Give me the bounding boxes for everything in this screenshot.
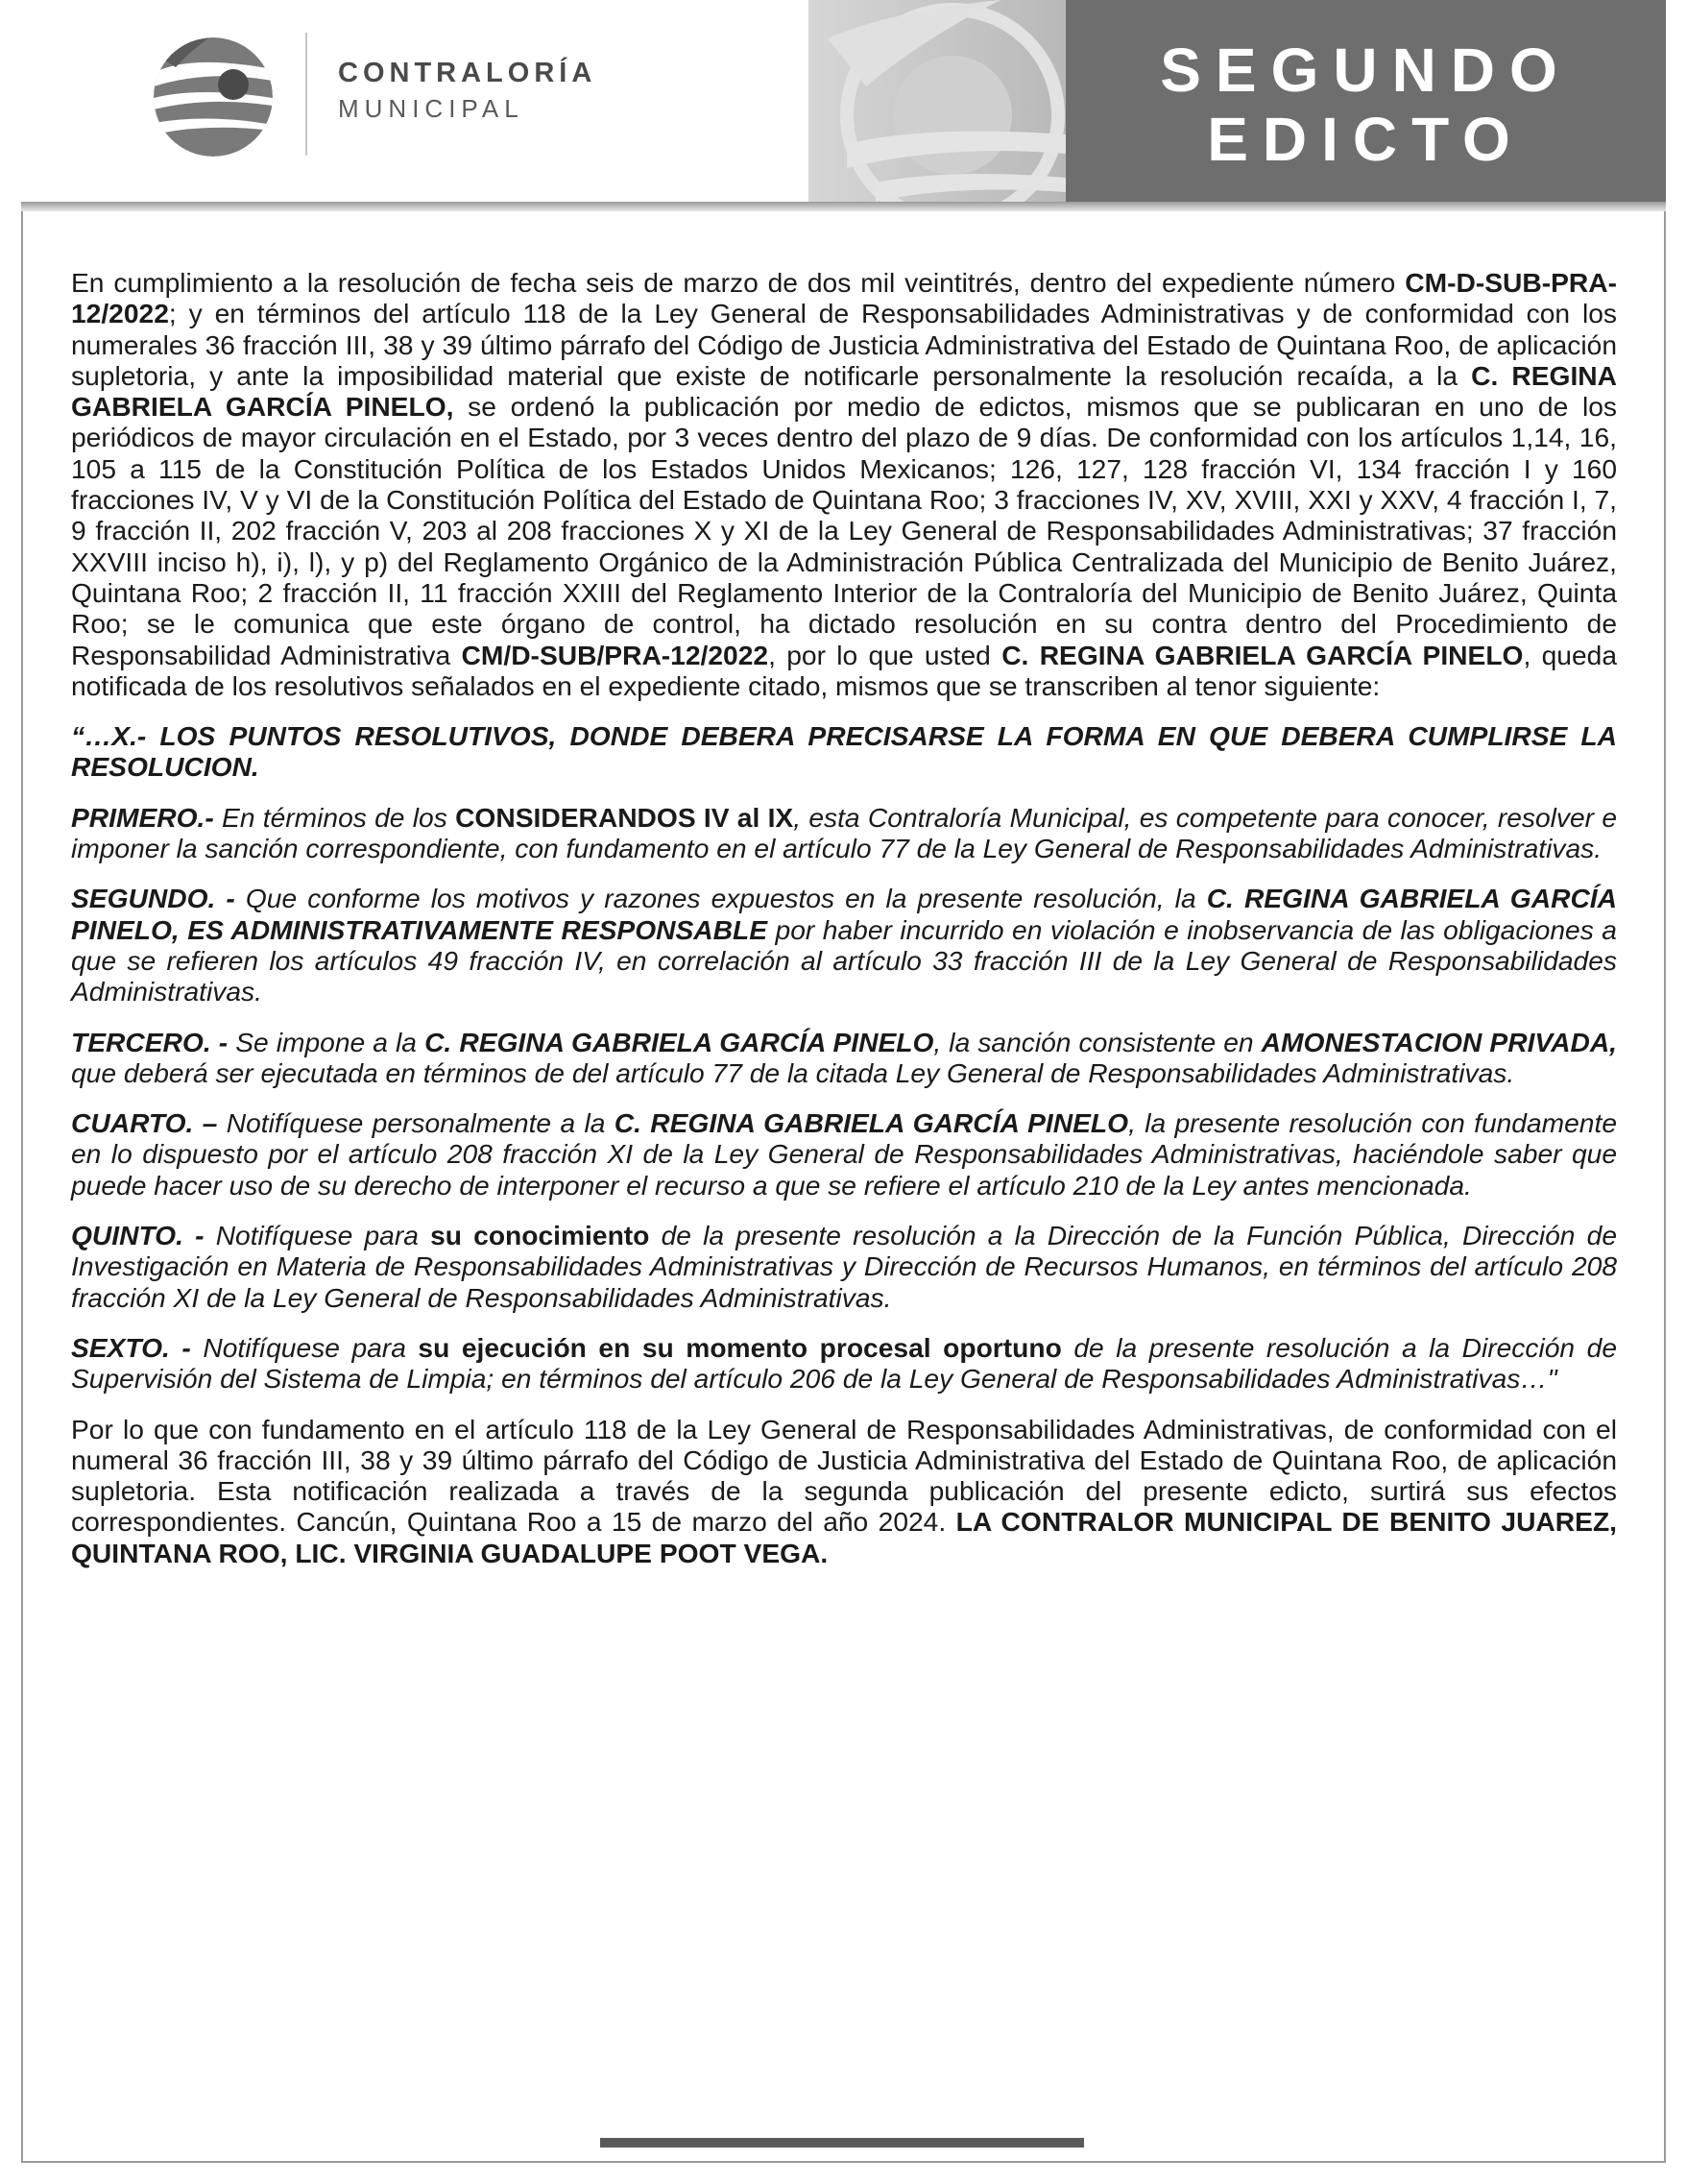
logo-divider (305, 33, 307, 156)
tercero-bold-1: C. REGINA GABRIELA GARCÍA PINELO (424, 1026, 934, 1057)
signature-line: LA CONTRALOR MUNICIPAL DE BENITO JUAREZ, QUINTANA ROO, LIC. VIRGINIA GUADALUPE POOT VEGA. (71, 1506, 1617, 1568)
cuarto-text-1: Notifíquese personalmente a la (217, 1107, 615, 1139)
primero-label: PRIMERO.- (71, 801, 214, 833)
sexto-bold: su ejecución en su momento procesal oportuno (418, 1331, 1062, 1363)
resolution-cuarto (71, 1107, 1617, 1201)
tercero-text-2: , la sanción consistente en (933, 1026, 1262, 1057)
segundo-bold: C. REGINA GABRIELA GARCÍA PINELO, ES ADMINISTRATIVAMENTE RESPONSABLE (71, 883, 1617, 945)
cuarto-text-2: , la presente resolución con fundamente en lo dispuesto por el artículo 208 fracción XI de la Ley General de Responsabilidades Administrativas, haciéndole saber que puede hacer uso de su derecho de interponer el recurso a que se refiere el artículo 210 de la Ley antes mencionada. (71, 1107, 1617, 1201)
org-name-line2: MUNICIPAL (338, 94, 524, 123)
tercero-text-3: que deberá ser ejecutada en términos de del artículo 77 de la citada Ley General de Responsabilidades Administrativas. (71, 1056, 1515, 1088)
intro-paragraph (71, 267, 1617, 701)
segundo-text-2: por haber incurrido en violación e inobservancia de las obligaciones a que se refieren los artículos 49 fracción IV, en correlación al artículo 33 fracción III de la Ley General de Responsabilidades Administrativas. (71, 913, 1617, 1007)
primero-text-2: , esta Contraloría Municipal, es competente para conocer, resolver e imponer la sanción correspondiente, con fundamento en el artículo 77 de la Ley General de Responsabilidades Administrativas. (71, 801, 1618, 864)
header (21, 0, 1666, 202)
segundo-label: SEGUNDO. - (71, 883, 235, 914)
primero-text-1: En términos de los (213, 801, 456, 833)
closing-paragraph (71, 1414, 1617, 1568)
closing-text: Por lo que con fundamento en el artículo 118 de la Ley General de Responsabilidades Administrativas, de conformidad con el numeral 36 fracción III, 38 y 39 último párrafo del Código de Justicia Administrativa del Estado de Quintana Roo, de aplicación supletoria. Esta notificación realizada a través de la segunda publicación del presente edicto, surtirá sus efectos correspondientes. Cancún, Quintana Roo a 15 de marzo del año 2024. (71, 1413, 1617, 1538)
intro-text-5: , queda notificada de los resolutivos señalados en el expediente citado, mismos que se transcriben al tenor siguiente: (71, 639, 1618, 701)
sexto-text-1: Notifíquese para (190, 1331, 419, 1363)
org-name-line1: CONTRALORÍA (338, 58, 597, 88)
quinto-bold: su conocimiento (430, 1220, 650, 1251)
edict-body (71, 267, 1617, 1588)
expediente-number: CM-D-SUB-PRA-12/2022 (71, 267, 1617, 329)
resolution-sexto (71, 1332, 1617, 1395)
header-shadow (21, 202, 1666, 211)
quinto-label: QUINTO. - (71, 1220, 205, 1251)
header-logo-area (21, 0, 808, 202)
edict-title-line1: SEGUNDO (1160, 36, 1572, 105)
resolutions-heading: “…X.- LOS PUNTOS RESOLUTIVOS, DONDE DEBERA PRECISARSE LA FORMA EN QUE DEBERA CUMPLIRSE LA RESOLUCION. (71, 720, 1617, 783)
resolution-tercero (71, 1027, 1617, 1089)
notified-person-name-2: C. REGINA GABRIELA GARCÍA PINELO (1001, 639, 1524, 670)
cuarto-label: CUARTO. – (71, 1107, 218, 1139)
resolution-primero (71, 802, 1617, 864)
primero-bold: CONSIDERANDOS IV al IX (455, 801, 794, 833)
intro-text-1: En cumplimiento a la resolución de fecha seis de marzo de dos mil veintitrés, dentro del expediente número (71, 267, 1406, 298)
bottom-decorative-bar (600, 2138, 1084, 2148)
intro-text-3: se ordenó la publicación por medio de edictos, mismos que se publicaran en uno de los periódicos de mayor circulación en el Estado, por 3 veces dentro del plazo de 9 días. De conformidad con los artículos 1,14, 16, 105 a 115 de la Constitución Política de los Estados Unidos Mexicanos; 126, 127, 128 fracción VI, 134 fracción I y 160 fracciones IV, V y VI de la Constitución Política del Estado de Quintana Roo; 3 fracciones IV, XV, XVIII, XXI y XXV, 4 fracción I, 7, 9 fracción II, 202 fracción V, 203 al 208 fracciones X y XI de la Ley General de Responsabilidades Administrativas; 37 fracción XXVIII inciso h), i), l), y p) del Reglamento Orgánico de la Administración Pública Centralizada del Municipio de Benito Juárez, Quintana Roo; 2 fracción II, 11 fracción XXIII del Reglamento Interior de la Contraloría del Municipio de Benito Juárez, Quinta Roo; se le comunica que este órgano de control, ha dictado resolución en su contra dentro del Procedimiento de Responsabilidad Administrativa (71, 391, 1617, 670)
edict-title-line2: EDICTO (1207, 105, 1525, 174)
header-title-panel (1066, 0, 1666, 202)
resolution-segundo (71, 883, 1617, 1007)
intro-text-4: , por lo que usted (768, 639, 1002, 670)
header-watermark-panel (808, 0, 1066, 202)
resolution-quinto (71, 1220, 1617, 1313)
procedure-number: CM/D-SUB/PRA-12/2022 (461, 639, 769, 670)
cuarto-bold: C. REGINA GABRIELA GARCÍA PINELO (614, 1107, 1129, 1139)
intro-text-2: ; y en términos del artículo 118 de la Ley General de Responsabilidades Administrativas y de conformidad con los numerales 36 fracción III, 38 y 39 último párrafo del Código de Justicia Administrativa del Estado de Quintana Roo, de aplicación supletoria, y ante la imposibilidad material que existe de notificarle personalmente la resolución recaída, a la (71, 298, 1617, 391)
quinto-text-2: de la presente resolución a la Dirección de la Función Pública, Dirección de Investigación en Materia de Responsabilidades Administrativas y Dirección de Recursos Humanos, en términos del artículo 208 fracción XI de la Ley General de Responsabilidades Administrativas. (71, 1220, 1618, 1313)
tercero-label: TERCERO. - (71, 1026, 229, 1057)
sexto-text-2: de la presente resolución a la Dirección de Supervisión del Sistema de Limpia; en términos del artículo 206 de la Ley General de Responsabilidades Administrativas…" (71, 1331, 1618, 1395)
segundo-text-1: Que conforme los motivos y razones expuestos en la presente resolución, la (234, 883, 1207, 914)
sun-watermark-icon (808, 0, 1066, 202)
tercero-bold-2: AMONESTACION PRIVADA, (1261, 1026, 1618, 1057)
notified-person-name: C. REGINA GABRIELA GARCÍA PINELO, (71, 359, 1617, 423)
tercero-text-1: Se impone a la (228, 1026, 425, 1057)
sexto-label: SEXTO. - (71, 1331, 191, 1363)
quinto-text-1: Notifíquese para (204, 1220, 431, 1251)
municipal-logo-icon (151, 35, 276, 159)
